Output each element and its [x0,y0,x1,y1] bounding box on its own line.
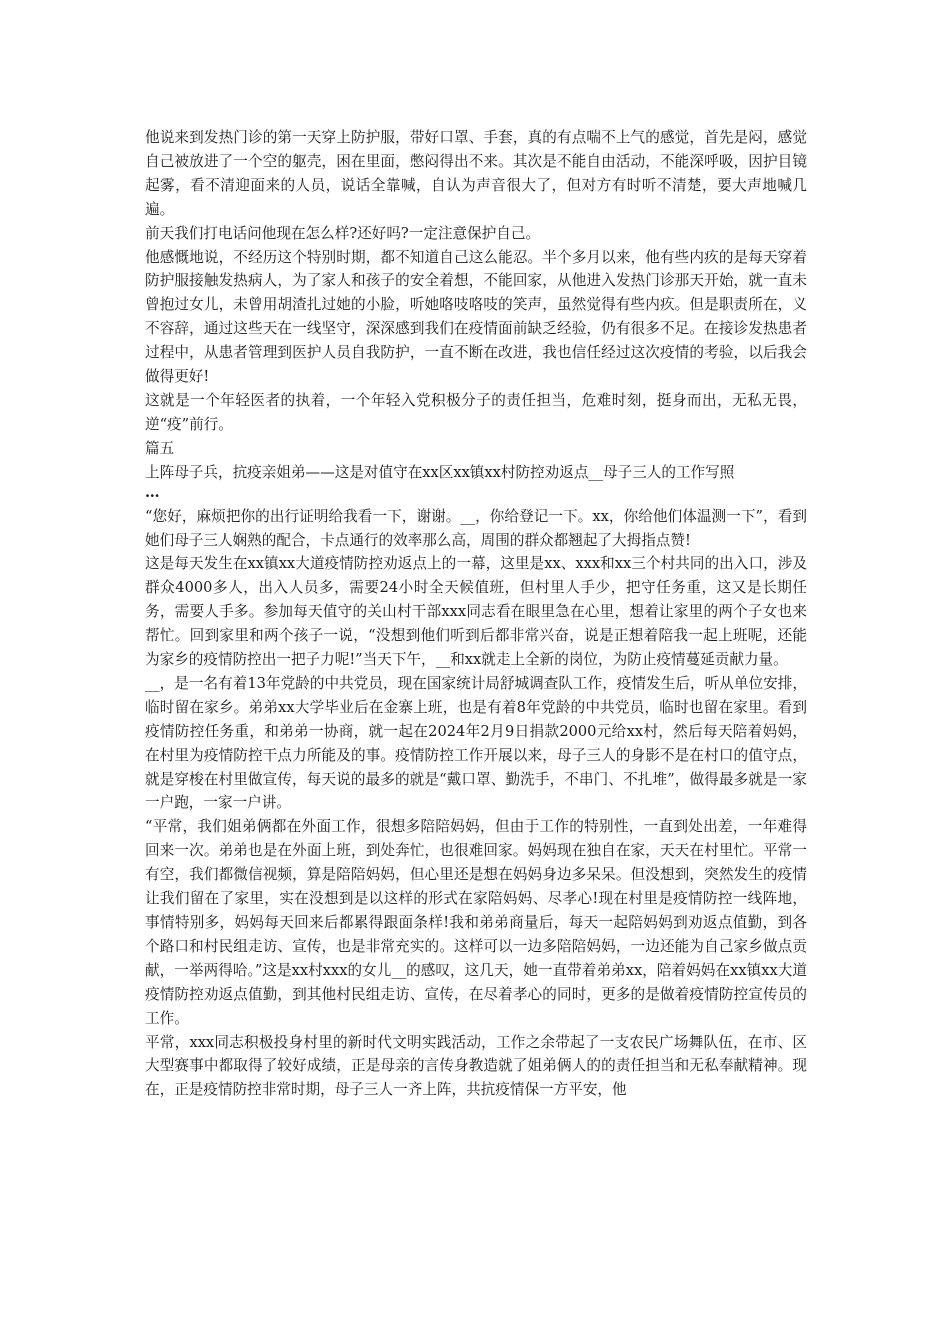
paragraph-party-member: __，是一名有着13年党龄的中共党员，现在国家统计局舒城调查队工作，疫情发生后，听从单位安排，临时留在家乡。弟弟xx大学毕业后在金寨上班，也是有着8年党龄的中共党员，临时也留在家里。看到疫情防控任务重，和弟弟一协商，就一起在2024年2月9日捐款2000元给xx村，然后每天陪着妈妈，在村里为疫情防控干点力所能及的事。疫情防控工作开展以来，母子三人的身影不是在村口的值守点，就是穿梭在村里做宣传，每天说的最多的就是“戴口罩、勤洗手，不串门、不扎堆”，做得最多就是一家一户跑，一家一户讲。 [145,674,807,812]
paragraph-greeting: “您好，麻烦把你的出行证明给我看一下，谢谢。__，你给登记一下。xx，你给他们体温测一下”，看到她们母子三人娴熟的配合，卡点通行的效率那么高，周围的群众都翘起了大拇指点赞! [145,507,807,549]
paragraph-phone-call: 前天我们打电话问他现在怎么样?还好吗?一定注意保护自己。 [145,224,541,242]
section-heading: 篇五 [145,439,175,457]
paragraph-first-day: 他说来到发热门诊的第一天穿上防护服，带好口罩、手套，真的有点喘不上气的感觉，首先是闷，感觉自己被放进了一个空的躯壳，困在里面，憋闷得出不来。其次是不能自由活动，不能深呼吸，因护目镜起雾，看不清迎面来的人员，说话全靠喊，自认为声音很大了，但对方有时听不清楚，要大声地喊几遍。 [145,129,807,218]
ellipsis: … [145,483,160,501]
paragraph-closing: 平常，xxx同志积极投身村里的新时代文明实践活动，工作之余带起了一支农民广场舞队伍，在市、区大型赛事中都取得了较好成绩，正是母亲的言传身教造就了姐弟俩人的的责任担当和无私奉献精神。现在，正是疫情防控非常时期，母子三人一齐上阵，共抗疫情保一方平安，他 [145,1033,807,1099]
paragraph-summary: 这就是一个年轻医者的执着，一个年轻入党积极分子的责任担当，危难时刻，挺身而出，无私无畏，逆“疫”前行。 [145,391,807,433]
paragraph-checkpoint: 这是每天发生在xx镇xx大道疫情防控劝返点上的一幕，这里是xx、xxx和xx三个村共同的出入口，涉及群众4000多人，出入人员多，需要24小时全天候值班，但村里人手少，把守任务重，这又是长期任务，需要人手多。参加每天值守的关山村干部xxx同志看在眼里急在心里，想着让家里的两个子女也来帮忙。回到家里和两个孩子一说，“没想到他们听到后都非常兴奋，说是正想着陪我一起上班呢，还能为家乡的疫情防控出一把子力呢!”当天下午，__和xx就走上全新的岗位，为防止疫情蔓延贡献力量。 [145,555,807,669]
paragraph-reflection: 他感慨地说，不经历这个特别时期，都不知道自己这么能忍。半个多月以来，他有些内疚的是每天穿着防护服接触发热病人，为了家人和孩子的安全着想，不能回家，从他进入发热门诊那天开始，就一直未曾抱过女儿，未曾用胡渣扎过她的小脸，听她咯吱咯吱的笑声，虽然觉得有些内疚。但是职责所在，义不容辞，通过这些天在一线坚守，深深感到我们在疫情面前缺乏经验，仍有很多不足。在接诊发热患者过程中，从患者管理到医护人员自我防护，一直不断在改进，我也信任经过这次疫情的考验，以后我会做得更好! [145,248,807,386]
document-body [145,126,807,1102]
paragraph-quote: “平常，我们姐弟俩都在外面工作，很想多陪陪妈妈，但由于工作的特别性，一直到处出差，一年难得回来一次。弟弟也是在外面上班，到处奔忙，也很难回家。妈妈现在独自在家，天天在村里忙。平常一有空，我们都微信视频，算是陪陪妈妈，但心里还是想在妈妈身边多呆呆。但没想到，突然发生的疫情让我们留在了家里，实在没想到是以这样的形式在家陪妈妈、尽孝心!现在村里是疫情防控一线阵地，事情特别多，妈妈每天回来后都累得跟面条样!我和弟弟商量后，每天一起陪妈妈到劝返点值勤，到各个路口和村民组走访、宣传，也是非常充实的。这样可以一边多陪陪妈妈，一边还能为自己家乡做点贡献，一举两得哈。”这是xx村xxx的女儿__的感叹，这几天，她一直带着弟弟xx，陪着妈妈在xx镇xx大道疫情防控劝返点值勤，到其他村民组走访、宣传，在尽着孝心的同时，更多的是做着疫情防控宣传员的工作。 [145,818,807,1027]
section-title: 上阵母子兵，抗疫亲姐弟——这是对值守在xx区xx镇xx村防控劝返点__母子三人的工作写照 [145,463,735,481]
